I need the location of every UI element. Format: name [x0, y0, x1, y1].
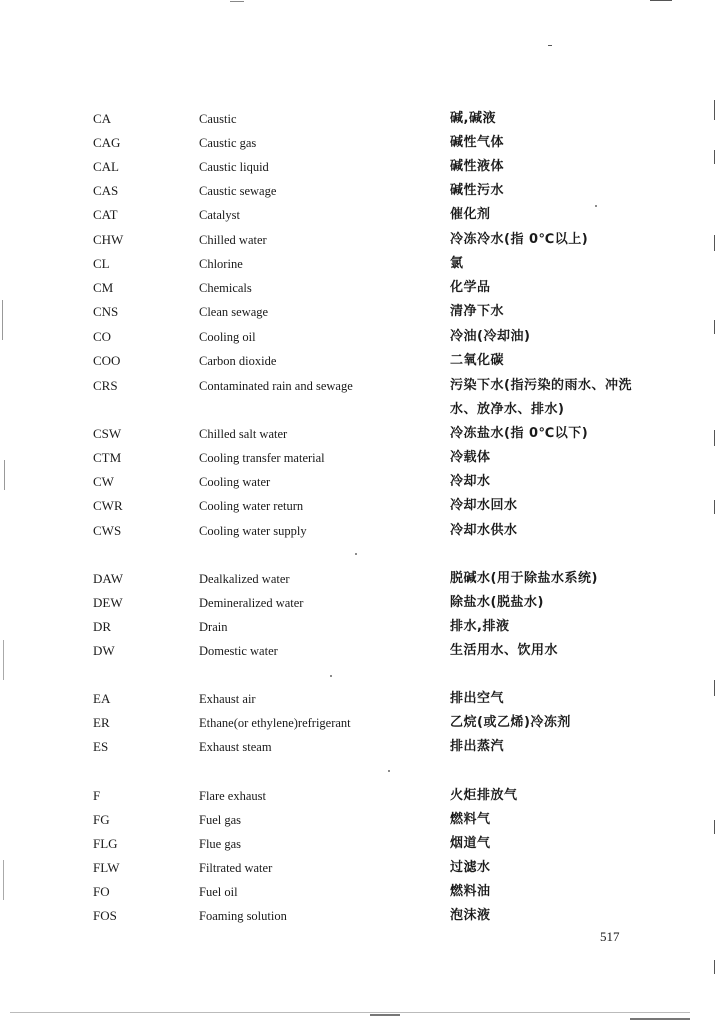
chinese-term: 碱性液体 [450, 159, 505, 174]
list-item [0, 832, 717, 856]
scan-edge-mark [3, 860, 4, 900]
abbreviation: CO [93, 329, 112, 344]
chinese-term: 排出空气 [450, 691, 505, 706]
abbreviation: CAT [93, 207, 118, 222]
chinese-term: 污染下水(指污染的雨水、冲洗水、放净水、排水) [450, 378, 632, 417]
abbreviation: CSW [93, 426, 122, 441]
abbreviation: FLG [93, 836, 118, 851]
english-term: Ethane(or ethylene)refrigerant [199, 716, 351, 730]
abbreviation: CRS [93, 378, 118, 393]
abbreviation: ES [93, 739, 109, 754]
english-term: Chlorine [199, 257, 243, 271]
chinese-term: 化学品 [450, 280, 491, 295]
scan-edge-mark [2, 300, 3, 340]
chinese-term: 冷却水 [450, 474, 491, 489]
scan-edge-mark [714, 960, 715, 974]
list-item [0, 349, 717, 373]
list-item [0, 276, 717, 300]
abbreviation: CM [93, 280, 114, 295]
scan-edge-mark [650, 0, 672, 1]
abbreviation: CNS [93, 304, 119, 319]
abbreviation: FOS [93, 908, 117, 923]
chinese-term: 碱性污水 [450, 183, 505, 198]
scan-edge-mark [714, 100, 715, 120]
english-term: Domestic water [199, 644, 278, 658]
chinese-term: 过滤水 [450, 860, 491, 875]
scan-edge-mark [3, 640, 4, 680]
list-item [0, 615, 717, 639]
english-term: Flue gas [199, 837, 242, 851]
abbreviation: DW [93, 643, 115, 658]
chinese-term: 除盐水(脱盐水) [450, 595, 544, 610]
english-term: Fuel gas [199, 813, 242, 827]
list-item [0, 252, 717, 276]
chinese-term: 排出蒸汽 [450, 739, 505, 754]
english-term: Fuel oil [199, 885, 238, 899]
abbreviation: ER [93, 715, 110, 730]
scan-speck [355, 553, 357, 555]
scan-edge-mark [714, 235, 715, 251]
list-item [0, 711, 717, 735]
abbreviation: F [93, 788, 101, 803]
english-term: Cooling transfer material [199, 451, 325, 465]
english-term: Clean sewage [199, 305, 269, 319]
scan-edge-mark [714, 500, 715, 514]
chinese-term: 燃料气 [450, 812, 491, 827]
english-term: Chilled water [199, 233, 267, 247]
abbreviation: CA [93, 111, 112, 126]
scan-speck [595, 205, 597, 207]
abbreviation: CW [93, 474, 114, 489]
list-item [0, 784, 717, 808]
page-number: 517 [600, 929, 620, 944]
chinese-term: 泡沫液 [450, 908, 491, 923]
scan-edge-mark [714, 320, 715, 334]
scan-speck [330, 675, 332, 677]
scan-edge-mark [630, 1018, 690, 1020]
chinese-term: 碱性气体 [450, 135, 505, 150]
abbreviation: DEW [93, 595, 123, 610]
chinese-term: 冷却水供水 [450, 523, 518, 538]
scan-edge-mark [714, 150, 715, 164]
english-term: Caustic sewage [199, 184, 277, 198]
chinese-term: 冷却水回水 [450, 498, 518, 513]
english-term: Carbon dioxide [199, 354, 277, 368]
list-item [0, 880, 717, 904]
abbreviation: COO [93, 353, 121, 368]
abbreviation: CWS [93, 523, 122, 538]
list-item [0, 639, 717, 663]
abbreviation: DR [93, 619, 112, 634]
chinese-term: 乙烷(或乙烯)冷冻剂 [450, 715, 571, 730]
chinese-term: 脱碱水(用于除盐水系统) [450, 571, 598, 586]
chinese-term: 火炬排放气 [450, 788, 518, 803]
chinese-term: 碱,碱液 [450, 111, 496, 126]
english-term: Filtrated water [199, 861, 273, 875]
english-term: Drain [199, 620, 228, 634]
abbreviation: CHW [93, 232, 124, 247]
english-term: Catalyst [199, 208, 240, 222]
abbreviation: DAW [93, 571, 124, 586]
abbreviation: CAL [93, 159, 119, 174]
scan-edge-mark [370, 1014, 400, 1016]
list-item [0, 422, 717, 446]
list-item [0, 904, 717, 928]
list-item [0, 155, 717, 179]
scan-speck [388, 770, 390, 772]
chinese-term: 冷油(冷却油) [450, 329, 531, 344]
english-term: Caustic gas [199, 136, 257, 150]
scan-edge-mark [4, 460, 5, 490]
chinese-term: 冷载体 [450, 450, 491, 465]
list-item [0, 808, 717, 832]
list-item [0, 591, 717, 615]
list-item [0, 228, 717, 252]
chinese-term: 生活用水、饮用水 [450, 643, 559, 658]
abbreviation: CTM [93, 450, 122, 465]
scan-edge-mark [714, 680, 715, 696]
list-item [0, 687, 717, 711]
list-item [0, 856, 717, 880]
abbreviation: CWR [93, 498, 123, 513]
abbreviation: CAS [93, 183, 119, 198]
list-item [0, 446, 717, 470]
english-term: Demineralized water [199, 596, 304, 610]
english-term: Chilled salt water [199, 427, 288, 441]
list-item [0, 470, 717, 494]
list-item [0, 131, 717, 155]
scan-edge-mark [548, 45, 552, 46]
abbreviation: EA [93, 691, 111, 706]
list-item [0, 107, 717, 131]
english-term: Caustic [199, 112, 237, 126]
list-item [0, 300, 717, 324]
list-item [0, 494, 717, 518]
list-item [0, 735, 717, 759]
chinese-term: 氯 [450, 256, 464, 271]
scan-edge-mark [230, 1, 244, 2]
english-term: Foaming solution [199, 909, 287, 923]
abbreviation: FG [93, 812, 110, 827]
chinese-term: 排水,排液 [450, 619, 510, 634]
chinese-term: 二氧化碳 [450, 353, 505, 368]
chinese-term: 冷冻冷水(指 0℃以上) [450, 232, 589, 247]
english-term: Cooling water supply [199, 524, 307, 538]
abbreviation: FO [93, 884, 110, 899]
english-term: Cooling water return [199, 499, 304, 513]
english-term: Dealkalized water [199, 572, 290, 586]
english-term: Flare exhaust [199, 789, 266, 803]
english-term: Contaminated rain and sewage [199, 379, 353, 393]
chinese-term: 催化剂 [450, 207, 491, 222]
abbreviation: FLW [93, 860, 120, 875]
scan-edge-mark [10, 1012, 690, 1013]
chinese-term: 燃料油 [450, 884, 491, 899]
scan-edge-mark [714, 430, 715, 446]
list-item [0, 325, 717, 349]
english-term: Chemicals [199, 281, 252, 295]
abbreviation: CAG [93, 135, 121, 150]
english-term: Cooling water [199, 475, 271, 489]
list-item [0, 567, 717, 591]
list-item [0, 519, 717, 543]
english-term: Exhaust air [199, 692, 256, 706]
chinese-term: 烟道气 [450, 836, 491, 851]
list-item [0, 179, 717, 203]
english-term: Exhaust steam [199, 740, 272, 754]
abbreviation: CL [93, 256, 110, 271]
list-item [0, 203, 717, 227]
chinese-term: 清净下水 [450, 304, 505, 319]
list-item [0, 374, 717, 422]
english-term: Cooling oil [199, 330, 256, 344]
chinese-term: 冷冻盐水(指 0℃以下) [450, 426, 589, 441]
english-term: Caustic liquid [199, 160, 269, 174]
scan-edge-mark [714, 820, 715, 834]
